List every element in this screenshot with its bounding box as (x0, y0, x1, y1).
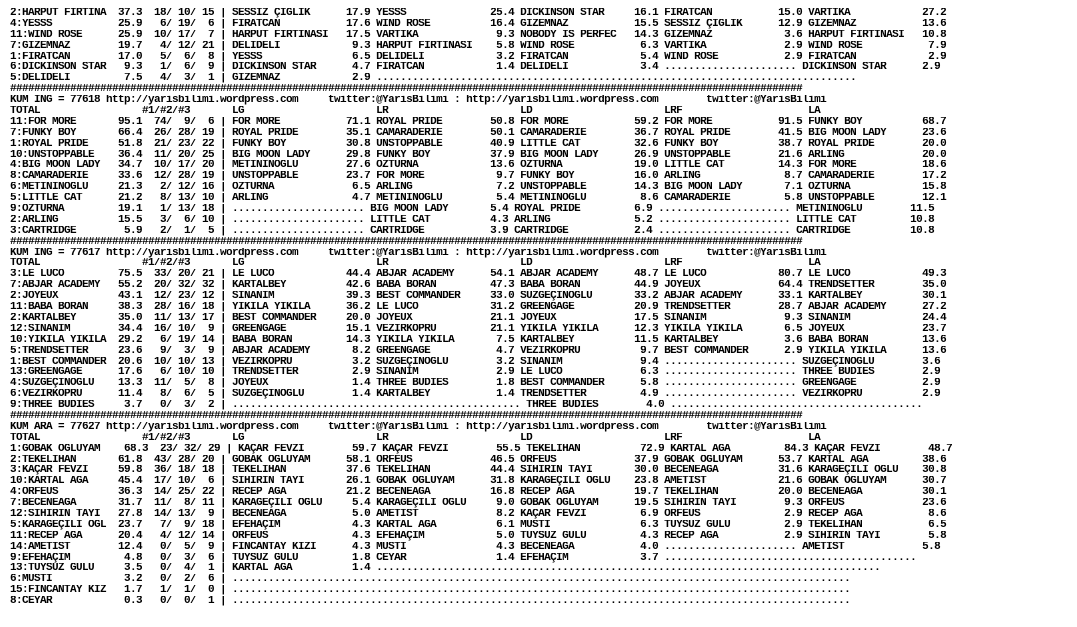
text-line: #################################################################################################################################### (10, 410, 803, 422)
text-line: 10:KARTAL AĞA 45.4 17/ 10/ 6 | SİHİRİN TAYI 26.1 GOBAK OĞLUYAM 31.8 KARAGEÇİLİ OĞLU 23.8 AMETİST 21.6 GOBAK OĞLUYAM 30.7 (10, 476, 947, 488)
text-line: KUM İNG = 77618 http://yarisbilimi.wordpress.com twitter:@YarisBilimi : http://yarisbilimi.wordpress.com twitter:@YarisBilimi (10, 95, 827, 107)
text-line: 11:FOR MORE 95.1 74/ 9/ 6 | FOR MORE 71.1 ROYAL PRIDE 50.8 FOR MORE 59.2 FOR MORE 91.5 FUNKY BOY 68.7 (10, 116, 947, 128)
text-line: 8:CAMARADERIE 33.6 12/ 28/ 19 | UNSTOPPABLE 23.7 FOR MORE 9.7 FUNKY BOY 16.0 ARLING 8.7 CAMARADERIE 17.2 (10, 171, 947, 183)
text-line: 5:TRENDSETTER 23.6 9/ 3/ 9 | ABJAR ACADEMY 8.2 GREENGAGE 4.7 VEZİRKÖPRÜ 9.7 BEST COMMANDER 2.9 YIKILA YIKILA 13.6 (10, 345, 947, 357)
text-line: 12:SİNANIM 34.4 16/ 10/ 9 | GREENGAGE 15.1 VEZİRKÖPRÜ 21.1 YIKILA YIKILA 12.3 YIKILA YIKILA 6.5 JOYEUX 23.7 (10, 323, 947, 335)
text-line: 2:JOYEUX 43.1 12/ 23/ 12 | SİNANIM 39.3 BEST COMMANDER 33.0 SÜZGEÇİNOĞLU 33.2 ABJAR ACADEMY 33.1 KARTALBEY 30.1 (10, 291, 947, 303)
text-line: 2:HARPUT FIRTINA 37.3 18/ 10/ 15 | SESSİZ ÇIĞLIK 17.9 YESSS 25.4 DICKINSON STAR 16.1 FIRATCAN 15.0 VARTİKA 27.2 (10, 8, 947, 19)
text-line: 4:ORFEUS 36.3 14/ 25/ 22 | RECEP AĞA 21.2 BECENEAĞA 16.8 RECEP AĞA 19.7 TEKELİHAN 20.0 BECENEAĞA 30.1 (10, 487, 947, 499)
text-line: 4:BIG MOON LADY 34.7 10/ 17/ 20 | METİNİNOĞLU 27.6 ÖZTURNA 13.6 ÖZTURNA 19.0 LITTLE CAT 14.3 FOR MORE 18.6 (10, 160, 947, 172)
text-line: 14:AMETİST 12.4 0/ 5/ 9 | FINCANTAY KIZI 4.3 MUSTİ 4.3 BECENEAĞA 4.0 ...................... AMETİST 5.8 (10, 541, 941, 553)
text-line: TOTAL #1/#2/#3 LG LR LD LRF LA (10, 258, 821, 270)
text-line: KUM İNG = 77617 http://yarisbilimi.wordpress.com twitter:@YarisBilimi : http://yarisbilimi.wordpress.com twitter:@YarisBilimi (10, 247, 827, 259)
text-line: 10:YIKILA YIKILA 29.2 6/ 19/ 14 | BABA BORAN 14.3 YIKILA YIKILA 7.5 KARTALBEY 11.5 KARTALBEY 3.6 BABA BORAN 13.6 (10, 334, 947, 346)
text-line: 1:BEST COMMANDER 20.6 10/ 10/ 13 | VEZİRKÖPRÜ 3.2 SÜZGEÇİNOĞLU 3.2 SİNANIM 9.4 ...................... SÜZGEÇİNOĞLU 3.6 (10, 356, 941, 368)
text-line: 3:CARTRIDGE 5.9 2/ 1/ 5 | ...................... CARTRIDGE 3.9 CARTRIDGE 2.4 ...................... CARTRIDGE 10.8 (10, 225, 935, 237)
text-line: 2:ARLING 15.5 3/ 6/ 10 | ...................... LITTLE CAT 4.3 ARLING 5.2 ...................... LITTLE CAT 10.8 (10, 214, 935, 226)
text-line: 3:LE LUCO 75.5 33/ 20/ 21 | LE LUCO 44.4 ABJAR ACADEMY 54.1 ABJAR ACADEMY 48.7 LE LUCO 80.7 LE LUCO 49.3 (10, 269, 947, 281)
text-line: 7:BECENEAĞA 31.7 11/ 8/ 11 | KARAGEÇİLİ OĞLU 5.4 KARAGEÇİLİ OĞLU 9.0 GOBAK OĞLUYAM 19.5 SİHİRİN TAYI 9.3 ORFEUS 23.6 (10, 498, 947, 509)
text-line: 7:FUNKY BOY 66.4 26/ 28/ 19 | ROYAL PRIDE 35.1 CAMARADERIE 50.1 CAMARADERIE 36.7 ROYAL PRIDE 41.5 BIG MOON LADY 23.6 (10, 127, 947, 139)
text-line: 13:TÜYSÜZ GÜLÜ 3.5 0/ 4/ 1 | KARTAL AĞA 1.4 .................................................................................... (10, 563, 881, 575)
text-line: #################################################################################################################################### (10, 236, 803, 248)
text-line: KUM ARA = 77627 http://yarisbilimi.wordpress.com twitter:@YarisBilimi : http://yarisbilimi.wordpress.com twitter:@YarisBilimi (10, 421, 827, 433)
text-line: 5:DELİDELİ 7.5 4/ 3/ 1 | GİZEMNAZ 2.9 ................................................................................ (10, 73, 857, 85)
text-line: 3:KAÇAR FEVZİ 59.8 36/ 18/ 18 | TEKELİHAN 37.6 TEKELİHAN 44.4 SİHİRİN TAYI 30.0 BECENEAĞA 31.6 KARAGEÇİLİ OĞLU 30.8 (10, 465, 947, 477)
text-line: 8:CEYAR 0.3 0/ 0/ 1 | ....................................................................................................... (10, 596, 851, 607)
text-line: 15:FINCANTAY KIZ 1.7 1/ 1/ 0 | ....................................................................................................... (10, 585, 851, 597)
text-line: 11:BABA BORAN 38.3 28/ 16/ 18 | YIKILA YIKILA 36.2 LE LUCO 31.2 GREENGAGE 20.9 TRENDSETTER 28.7 ABJAR ACADEMY 27.2 (10, 302, 947, 313)
text-line: 9:EFEHAÇIM 4.8 0/ 3/ 6 | TÜYSÜZ GÜLÜ 1.8 CEYAR 1.4 EFEHAÇIM 3.7 .......................................... (10, 552, 917, 564)
text-line: 4:YESSS 25.9 6/ 19/ 6 | FIRATCAN 17.6 WIND ROSE 16.4 GİZEMNAZ 15.5 SESSİZ ÇIĞLIK 12.9 GİZEMNAZ 13.6 (10, 18, 947, 30)
text-line: TOTAL #1/#2/#3 LG LR LD LRF LA (10, 106, 821, 117)
text-line: 4:SÜZGEÇİNOĞLU 13.3 11/ 5/ 8 | JOYEUX 1.4 THREE BUDIES 1.8 BEST COMMANDER 5.8 ...................... GREENGAGE 2.9 (10, 378, 941, 390)
text-line: 2:TEKELİHAN 61.8 43/ 28/ 20 | GOBAK OĞLUYAM 58.1 ORFEUS 46.5 ORFEUS 37.9 GOBAK OĞLUYAM 53.7 KARTAL AĞA 38.6 (10, 454, 947, 466)
text-line: 10:UNSTOPPABLE 36.4 11/ 20/ 25 | BIG MOON LADY 29.8 FUNKY BOY 37.9 BIG MOON LADY 26.9 UNSTOPPABLE 21.6 ARLING 20.0 (10, 149, 947, 161)
text-line: 9:THREE BUDIES 3.7 0/ 3/ 2 | ................................................ THREE BUDIES 4.0 .......................................... (10, 400, 923, 411)
text-line: 7:ABJAR ACADEMY 55.2 20/ 32/ 32 | KARTALBEY 42.6 BABA BORAN 47.3 BABA BORAN 44.9 JOYEUX 64.4 TRENDSETTER 35.0 (10, 280, 947, 292)
text-line: 1:FIRATCAN 17.0 5/ 6/ 8 | YESSS 6.5 DELİDELİ 3.2 FIRATCAN 5.4 WIND ROSE 2.9 FIRATCAN 2.9 (10, 51, 947, 63)
text-line: 6:DICKINSON STAR 9.3 1/ 6/ 9 | DICKINSON STAR 4.7 FIRATCAN 1.4 DELİDELİ 3.4 ...................... DICKINSON STAR 2.9 (10, 62, 941, 74)
text-line: 2:KARTALBEY 35.0 11/ 13/ 17 | BEST COMMANDER 20.0 JOYEUX 21.1 JOYEUX 17.5 SİNANIM 9.3 SİNANIM 24.4 (10, 312, 947, 324)
text-line: 5:KARAGEÇİLİ OĞL 23.7 7/ 9/ 18 | EFEHAÇIM 4.3 KARTAL AĞA 6.1 MUSTİ 6.3 TÜYSÜZ GÜLÜ 2.9 TEKELİHAN 6.5 (10, 519, 947, 531)
text-line: 7:GİZEMNAZ 19.7 4/ 12/ 21 | DELİDELİ 9.3 HARPUT FIRTINASI 5.8 WIND ROSE 6.3 VARTİKA 2.9 WIND ROSE 7.9 (10, 40, 947, 52)
text-line: 9:ÖZTURNA 19.1 1/ 13/ 18 | ...................... BIG MOON LADY 5.4 ROYAL PRIDE 6.9 ...................... METİNİNOĞLU 11.5 (10, 204, 935, 215)
text-line: #################################################################################################################################### (10, 84, 803, 96)
text-line: TOTAL #1/#2/#3 LG LR LD LRF LA (10, 432, 821, 444)
text-line: 5:LITTLE CAT 21.2 8/ 13/ 10 | ARLING 4.7 METİNİNOĞLU 5.4 METİNİNOĞLU 8.6 CAMARADERIE 5.8 UNSTOPPABLE 12.1 (10, 193, 947, 205)
text-line: 6:VEZİRKÖPRÜ 11.4 8/ 6/ 5 | SÜZGEÇİNOĞLU 1.4 KARTALBEY 1.4 TRENDSETTER 4.9 ...................... VEZİRKÖPRÜ 2.9 (10, 389, 941, 401)
text-line: 13:GREENGAGE 17.6 6/ 10/ 10 | TRENDSETTER 2.9 SİNANIM 2.9 LE LUCO 6.3 ...................... THREE BUDIES 2.9 (10, 367, 941, 379)
text-line: 11:RECEP AĞA 20.4 4/ 12/ 14 | ORFEUS 4.3 EFEHAÇIM 5.0 TÜYSÜZ GÜLÜ 4.3 RECEP AĞA 2.9 SİHİRİN TAYI 5.8 (10, 530, 947, 542)
text-line: 1:GOBAK OĞLUYAM 68.3 23/ 32/ 29 | KAÇAR FEVZİ 59.7 KAÇAR FEVZİ 55.5 TEKELİHAN 72.9 KARTAL AĞA 84.3 KAÇAR FEVZİ 48.7 (10, 443, 953, 455)
text-line: 12:SİHİRİN TAYI 27.8 14/ 13/ 9 | BECENEAĞA 5.0 AMETİST 8.2 KAÇAR FEVZİ 6.9 ORFEUS 2.9 RECEP AĞA 8.6 (10, 508, 947, 520)
text-line: 1:ROYAL PRIDE 51.8 21/ 23/ 22 | FUNKY BOY 30.8 UNSTOPPABLE 40.9 LITTLE CAT 32.6 FUNKY BOY 38.7 ROYAL PRIDE 20.0 (10, 138, 947, 150)
text-line: 6:METİNİNOĞLU 21.3 2/ 12/ 16 | ÖZTURNA 6.5 ARLING 7.2 UNSTOPPABLE 14.3 BIG MOON LADY 7.1 ÖZTURNA 15.8 (10, 182, 947, 194)
text-line: 6:MUSTİ 3.2 0/ 2/ 6 | ....................................................................................................... (10, 574, 851, 586)
text-line: 11:WIND ROSE 25.9 10/ 17/ 7 | HARPUT FIRTINASI 17.5 VARTİKA 9.3 NOBODY IS PERFEC 14.3 GİZEMNAZ 3.6 HARPUT FIRTINASI 10.8 (10, 29, 947, 41)
